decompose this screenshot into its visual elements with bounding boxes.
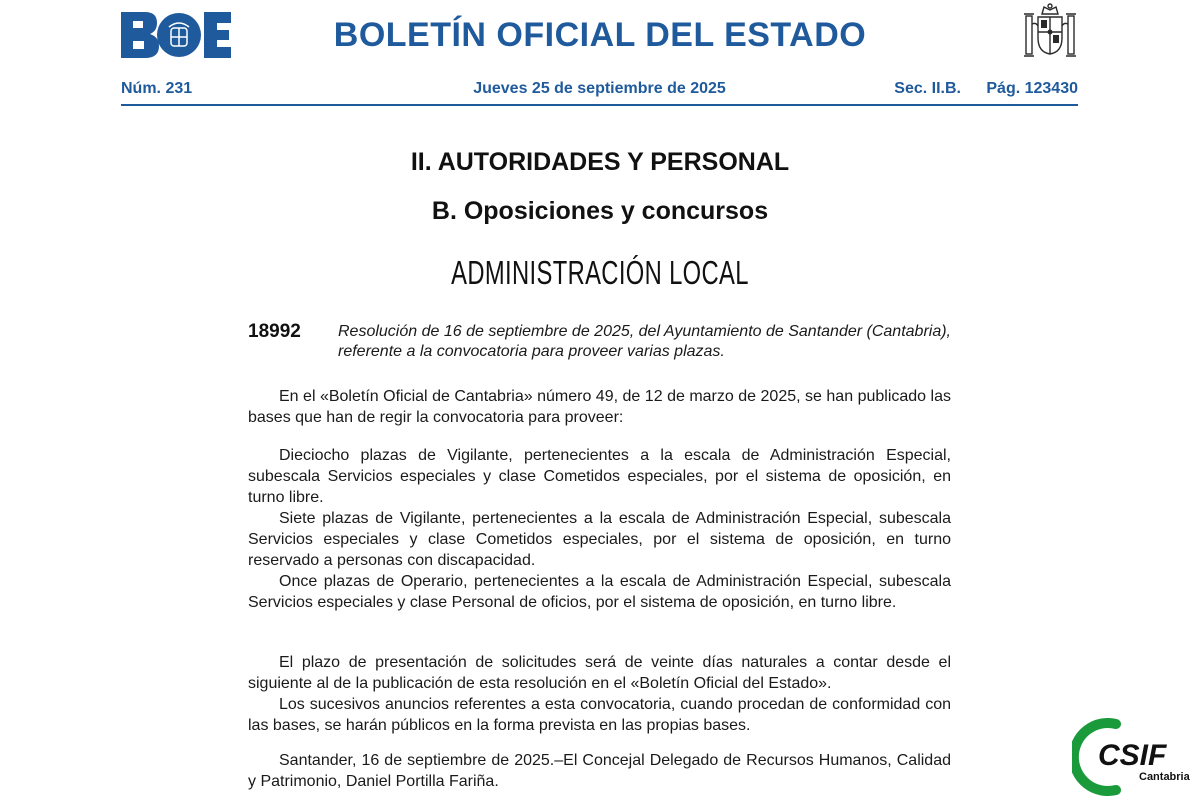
- reference-number: 18992: [248, 321, 301, 342]
- section-code: Sec. II.B.: [894, 80, 961, 97]
- body-paragraph: El plazo de presentación de solicitudes será de veinte días naturales a contar desde el siguiente al de la publicación de esta resolución en el «Boletín Oficial del Estado».: [248, 654, 951, 692]
- header-divider: [121, 104, 1078, 106]
- page-number: Pág. 123430: [986, 80, 1078, 97]
- body-paragraph: Siete plazas de Vigilante, pertenecientes a la escala de Administración Especial, subescala Servicios especiales y clase Cometidos especiales, por el sistema de oposición, en turno reservado a personas con discapacidad.: [248, 510, 951, 569]
- csif-logo: [1072, 718, 1194, 796]
- issue-info-row: [121, 80, 1078, 100]
- svg-text:CSIF: CSIF: [1098, 739, 1167, 772]
- body-paragraph: Dieciocho plazas de Vigilante, pertenecientes a la escala de Administración Especial, subescala Servicios especiales y clase Cometidos especiales, por el sistema de oposición, en turno libre.: [248, 447, 951, 506]
- section-heading: II. AUTORIDADES Y PERSONAL: [410, 148, 790, 176]
- body-paragraph: Los sucesivos anuncios referentes a esta convocatoria, cuando procedan de conformidad con las bases, se harán públicos en la forma prevista en las propias bases.: [248, 696, 951, 734]
- svg-text:Cantabria: Cantabria: [1139, 771, 1190, 783]
- body-paragraph: Once plazas de Operario, pertenecientes a la escala de Administración Especial, subescala Servicios especiales y clase Personal de oficios, por el sistema de oposición, en turno libre.: [248, 573, 951, 611]
- issue-number: Núm. 231: [121, 80, 193, 97]
- reference-title: Resolución de 16 de septiembre de 2025, del Ayuntamiento de Santander (Cantabria), referente a la convocatoria para proveer varias plazas.: [338, 323, 951, 360]
- boe-logo: [121, 10, 231, 60]
- issue-date: Jueves 25 de septiembre de 2025: [473, 80, 726, 97]
- bulletin-title: BOLETÍN OFICIAL DEL ESTADO: [333, 16, 867, 54]
- administration-heading: ADMINISTRACIÓN LOCAL: [451, 254, 749, 291]
- body-paragraph: En el «Boletín Oficial de Cantabria» número 49, de 12 de marzo de 2025, se han publicado las bases que han de regir la convocatoria para proveer:: [248, 388, 951, 426]
- signature-paragraph: Santander, 16 de septiembre de 2025.–El Concejal Delegado de Recursos Humanos, Calidad y Patrimonio, Daniel Portilla Fariña.: [248, 752, 951, 790]
- subsection-heading: B. Oposiciones y concursos: [431, 197, 769, 225]
- coat-of-arms-icon: [1020, 2, 1080, 64]
